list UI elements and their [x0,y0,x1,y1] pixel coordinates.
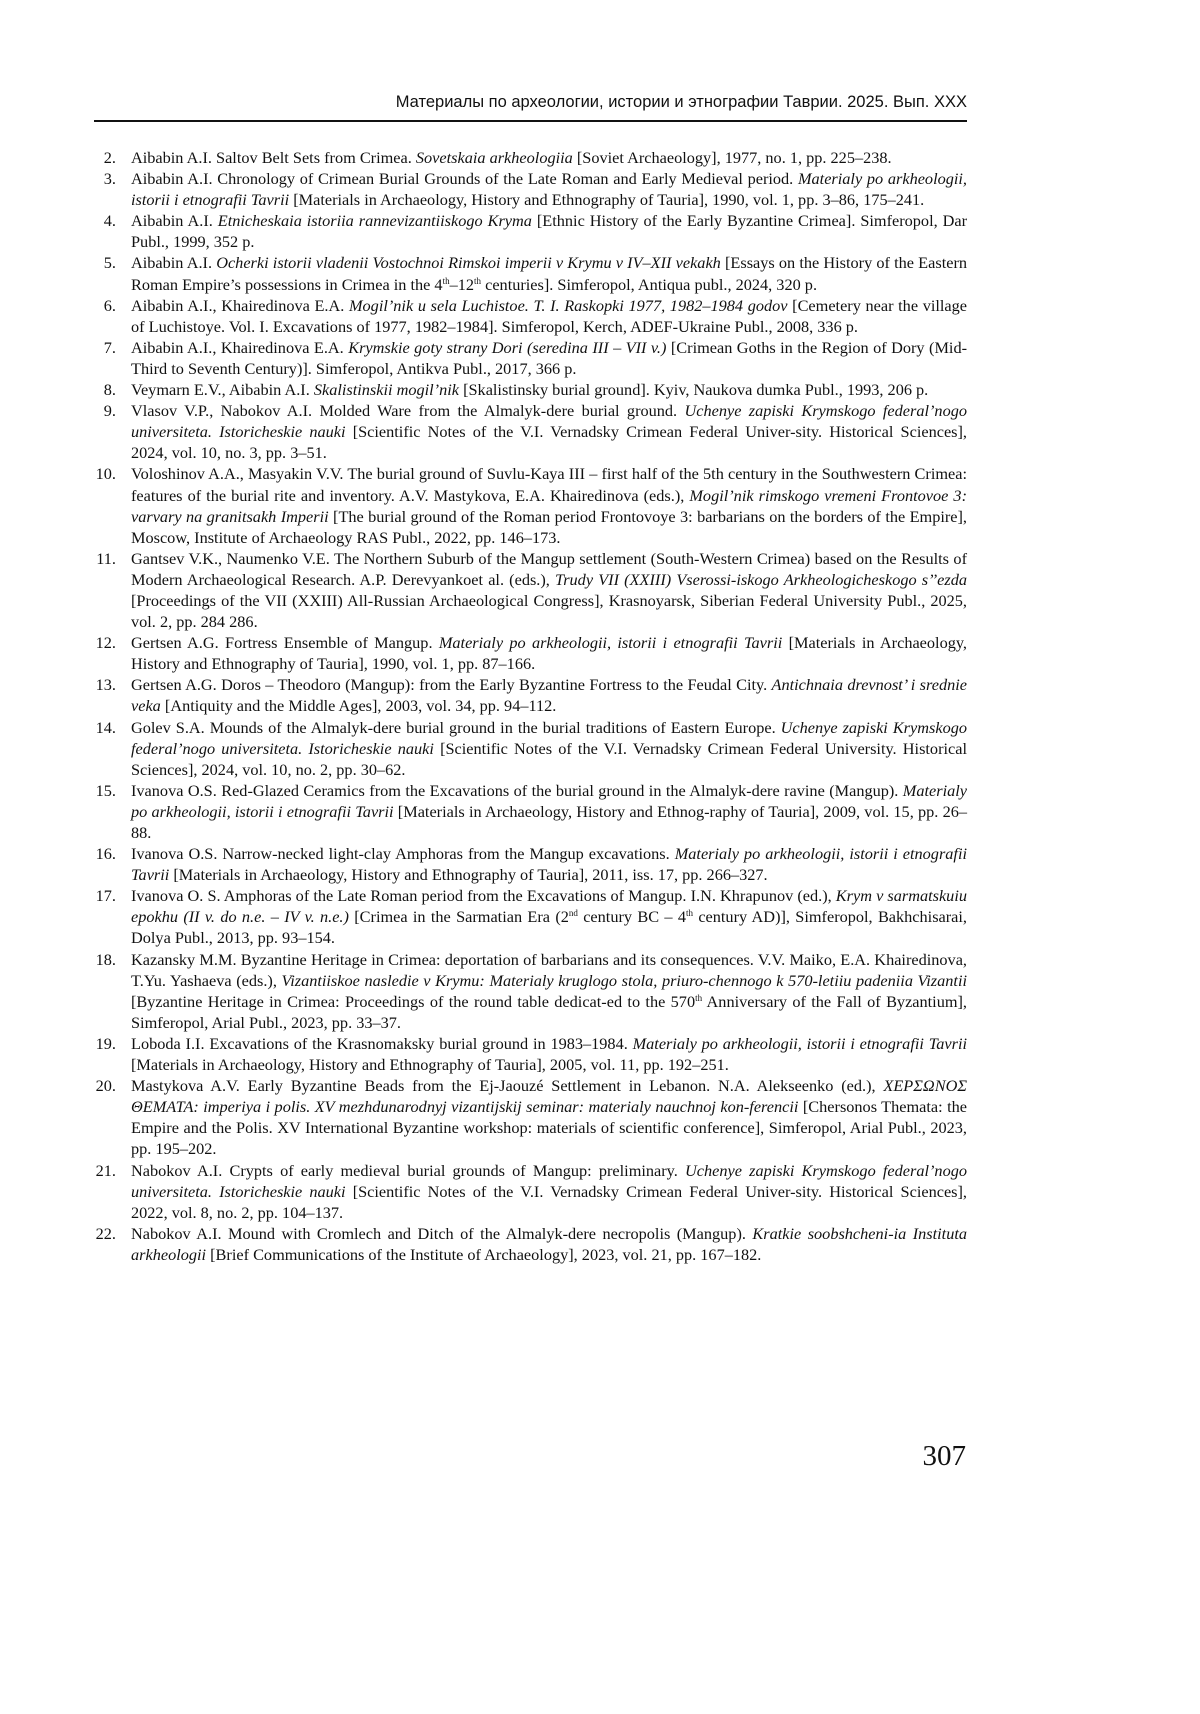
text-run: [Essays on the History of the Eastern Roman Empire’s possessions in Crimea in the 4 [131,253,968,294]
text-run: [Scientific Notes of the V.I. Vernadsky Crimean Federal Univer-sity. Historical Sciences], 2024, vol. 10, no. 3, pp. 3–51. [131,422,967,463]
reference-text [131,379,967,400]
reference-number: 9. [103,401,116,421]
italic-title: Ocherki istorii vladenii Vostochnoi Rimskoi imperii v Krymu v IV–XII vekakh [216,253,721,273]
reference-number: 13. [95,675,116,695]
reference-item [94,210,967,252]
text-run: [Materials in Archaeology, History and Ethnography of Tauria], 1990, vol. 1, pp. 87–166. [131,633,968,674]
text-run: [Soviet Archaeology], 1977, no. 1, pp. 225–238. [572,148,892,167]
text-run: –12 [449,274,475,294]
text-run: Aibabin A.I. Saltov Belt Sets from Crimea. [131,148,416,167]
reference-number: 12. [95,633,116,653]
reference-number: 7. [103,337,116,357]
superscript: nd [568,908,578,919]
text-run: [Materials in Archaeology, History and Ethnography of Tauria], 2005, vol. 11, pp. 192–251. [131,1055,729,1075]
reference-number: 21. [95,1160,116,1180]
text-run: century BC – 4 [577,907,686,927]
italic-title: Antichnaia drevnost’ i srednie veka [131,675,967,716]
reference-text [131,548,967,632]
reference-text [131,337,967,379]
reference-number: 10. [95,464,116,484]
text-run: Aibabin A.I., Khairedinova E.A. [131,295,349,315]
italic-title: Materialy po arkheologii, istorii i etnografii Tavrii [632,1033,968,1053]
reference-number: 2. [103,148,116,167]
superscript: th [442,275,450,286]
reference-text [131,632,967,674]
italic-title: Krymskie goty strany Dori (seredina III – VII v.) [348,337,667,357]
text-run: [Materials in Archaeology, History and Ethnography of Tauria], 2011, iss. 17, pp. 266–327. [169,865,768,885]
reference-item [94,780,967,843]
text-run: [Scientific Notes of the V.I. Vernadsky Crimean Federal Univer-sity. Historical Sciences], 2022, vol. 8, no. 2, pp. 104–137. [131,1181,967,1222]
italic-title: Mogil’nik u sela Luchistoe. T. I. Raskopki 1977, 1982–1984 godov [348,295,788,315]
reference-list [94,147,967,1265]
reference-item [94,949,967,1033]
text-run: Gertsen A.G. Doros – Theodoro (Mangup): from the Early Byzantine Fortress to the Feudal City. [131,675,772,695]
text-run: [Skalistinsky burial ground]. Kyiv, Naukova dumka Publ., 1993, 206 p. [459,380,929,400]
reference-number: 20. [95,1076,116,1096]
reference-item [94,1075,967,1159]
reference-number: 17. [95,886,116,906]
reference-item [94,1160,967,1223]
text-run: centuries]. Simferopol, Antiqua publ., 2024, 320 p. [481,274,818,294]
text-run: [Scientific Notes of the V.I. Vernadsky Crimean Federal University. Historical Sciences], 2024, vol. 10, no. 2, pp. 30–62. [131,738,967,779]
reference-text [131,674,967,716]
text-run: Voloshinov A.A., Masyakin V.V. The burial ground of Suvlu-Kaya III – first half of the 5th century in the Southwestern Crimea: features of the burial rite and inventory. A.V. Mastykova, E.A. Khairedinova (eds.), [131,464,967,505]
reference-item [94,400,967,463]
reference-text [131,147,967,168]
italic-title: Trudy VII (XXIII) Vserossi-iskogo Arkheologicheskogo s’’ezda [555,569,967,589]
text-run: Gertsen A.G. Fortress Ensemble of Mangup. [131,633,439,653]
italic-title: Krym v sarmatskuiu epokhu (II v. do n.e. – IV v. n.e.) [131,886,967,927]
italic-title: Materialy po arkheologii, istorii i etnografii Tavrii [438,633,783,653]
text-run: [Brief Communications of the Institute of Archaeology], 2023, vol. 21, pp. 167–182. [206,1244,762,1264]
italic-title: Materialy po arkheologii, istorii i etnografii Tavrii [131,844,967,885]
text-run: Golev S.A. Mounds of the Almalyk-dere burial ground in the burial traditions of Eastern Europe. [131,717,781,737]
italic-title: Materialy po arkheologii, istorii i etnografii Tavrii [131,169,967,210]
reference-text [131,252,967,294]
reference-text [131,780,967,843]
reference-item [94,1223,967,1265]
reference-number: 22. [95,1223,116,1243]
text-run: Aibabin A.I. Chronology of Crimean Burial Grounds of the Late Roman and Early Medieval period. [131,169,798,189]
text-run: Ivanova O. S. Amphoras of the Late Roman period from the Excavations of Mangup. I.N. Khrapunov (ed.), [131,886,836,906]
reference-item [94,1033,967,1075]
running-head: Материалы по археологии, истории и этнографии Таврии. 2025. Вып. XXX [94,89,967,122]
reference-number: 6. [103,295,116,315]
reference-number: 15. [95,780,116,800]
text-run: Aibabin A.I. [131,211,218,231]
reference-item [94,717,967,780]
reference-item [94,885,967,948]
italic-title: Kratkie soobshcheni-ia Instituta arkheologii [131,1223,968,1264]
reference-number: 3. [103,169,116,189]
reference-number: 19. [95,1033,116,1053]
text-run: Anniversary of the Fall of Byzantium], Simferopol, Arial Publ., 2023, pp. 33–37. [131,991,968,1032]
text-run: Mastykova A.V. Early Byzantine Beads from the Ej-Jaouzé Settlement in Lebanon. N.A. Alekseenko (ed.), [131,1076,884,1096]
reference-number: 5. [103,253,116,273]
text-run: Nabokov A.I. Mound with Cromlech and Ditch of the Almalyk-dere necropolis (Mangup). [131,1223,753,1243]
italic-title: ΧΕΡΣΩΝΟΣ ΘΕΜΑΤΑ: imperiya i polis. XV mezhdunarodnyj vizantijskij seminar: materialy nauchnoj kon-ferencii [131,1076,967,1117]
text-run: Veymarn E.V., Aibabin A.I. [131,380,314,400]
text-run: Kazansky M.M. Byzantine Heritage in Crimea: deportation of barbarians and its consequences. V.V. Maiko, E.A. Khairedinova, T.Yu. Yashaeva (eds.), [131,949,967,990]
reference-item [94,252,967,294]
text-run: Loboda I.I. Excavations of the Krasnomaksky burial ground in 1983–1984. [131,1033,633,1053]
reference-text [131,1075,967,1159]
reference-text [131,400,967,463]
reference-text [131,1160,967,1223]
text-run: [Chersonos Themata: the Empire and the Polis. XV International Byzantine workshop: materials of scientific conference], Simferopol, Arial Publ., 2023, pp. 195–202. [131,1097,967,1159]
reference-number: 16. [95,844,116,864]
text-run: Vlasov V.P., Nabokov A.I. Molded Ware from the Almalyk-dere burial ground. [131,401,685,421]
reference-item [94,463,967,547]
superscript: th [685,908,693,919]
reference-number: 11. [96,548,116,568]
italic-title: Vizantiiskoe nasledie v Krymu: Materialy kruglogo stola, priuro-chennogo k 570-letiiu padeniia Vizantii [281,970,967,990]
text-run: [Proceedings of the VII (XXIII) All-Russian Archaeological Congress], Krasnoyarsk, Siberian Federal University Publ., 2025, vol. 2, pp. 284 286. [131,590,967,632]
reference-item [94,147,967,168]
text-run: [Byzantine Heritage in Crimea: Proceedings of the round table dedicat-ed to the 570 [131,991,696,1011]
reference-text [131,885,967,948]
reference-item [94,548,967,632]
reference-text [131,463,967,547]
reference-item [94,843,967,885]
text-run: [Cemetery near the village of Luchistoye. Vol. I. Excavations of 1977, 1982–1984]. Simferopol, Kerch, ADEF-Ukraine Publ., 2008, 336 p. [131,295,967,336]
text-run: [Antiquity and the Middle Ages], 2003, vol. 34, pp. 94–112. [160,696,557,716]
text-run: [Ethnic History of the Early Byzantine Crimea]. Simferopol, Dar Publ., 1999, 352 p. [131,211,968,252]
text-run: [Materials in Archaeology, History and Ethnog-raphy of Tauria], 2009, vol. 15, pp. 26–88. [131,801,968,842]
italic-title: Materialy po arkheologii, istorii i etnografii Tavrii [131,780,967,821]
text-run: [Crimean Goths in the Region of Dory (Mid-Third to Seventh Century)]. Simferopol, Antikva Publ., 2017, 366 p. [131,337,968,378]
page-number: 307 [922,1440,966,1472]
reference-text [131,295,967,337]
italic-title: Sovetskaia arkheologiia [415,148,573,167]
reference-number: 8. [103,380,116,400]
text-run: Nabokov A.I. Crypts of early medieval burial grounds of Mangup: preliminary. [131,1160,686,1180]
text-run: Ivanova O.S. Red-Glazed Ceramics from the Excavations of the burial ground in the Almalyk-dere ravine (Mangup). [131,780,903,800]
reference-text [131,1223,967,1265]
reference-number: 14. [95,717,116,737]
reference-text [131,168,967,210]
reference-text [131,210,967,252]
italic-title: Uchenye zapiski Krymskogo federal’nogo universiteta. Istoricheskie nauki [131,717,967,758]
reference-item [94,379,967,400]
reference-item [94,337,967,379]
reference-text [131,843,967,885]
reference-item [94,674,967,716]
superscript: th [695,992,703,1003]
text-run: [Materials in Archaeology, History and Ethnography of Tauria], 1990, vol. 1, pp. 3–86, 175–241. [289,190,925,210]
italic-title: Uchenye zapiski Krymskogo federal’nogo universiteta. Istoricheskie nauki [131,1160,967,1201]
text-run: Aibabin A.I., Khairedinova E.A. [131,337,349,357]
reference-item [94,632,967,674]
italic-title: Uchenye zapiski Krymskogo federal’nogo universiteta. Istoricheskie nauki [131,401,967,442]
text-run: Ivanova O.S. Narrow-necked light-clay Amphoras from the Mangup excavations. [131,844,675,864]
reference-number: 4. [103,211,116,231]
reference-number: 18. [95,949,116,969]
superscript: th [474,275,482,286]
reference-item [94,295,967,337]
text-run: [Crimea in the Sarmatian Era (2 [348,907,569,927]
text-run: Gantsev V.K., Naumenko V.E. The Northern Suburb of the Mangup settlement (South-Western Crimea) based on the Results of Modern Archaeological Research. A.P. Derevyankoet al. (eds.), [131,548,967,589]
reference-text [131,717,967,780]
italic-title: Mogil’nik rimskogo vremeni Frontovoe 3: varvary na granitsakh Imperii [131,485,967,526]
text-run: century AD)], Simferopol, Bakhchisarai, Dolya Publ., 2013, pp. 93–154. [131,907,968,948]
reference-text [131,1033,967,1075]
reference-text [131,949,967,1033]
reference-item [94,168,967,210]
italic-title: Skalistinskii mogil’nik [313,380,459,400]
text-run: [The burial ground of the Roman period Frontovoye 3: barbarians on the borders of the Empire], Moscow, Institute of Archaeology RAS Publ., 2022, pp. 146–173. [131,506,968,547]
italic-title: Etnicheskaia istoriia rannevizantiiskogo Kryma [217,211,532,231]
text-run: Aibabin A.I. [131,253,217,273]
